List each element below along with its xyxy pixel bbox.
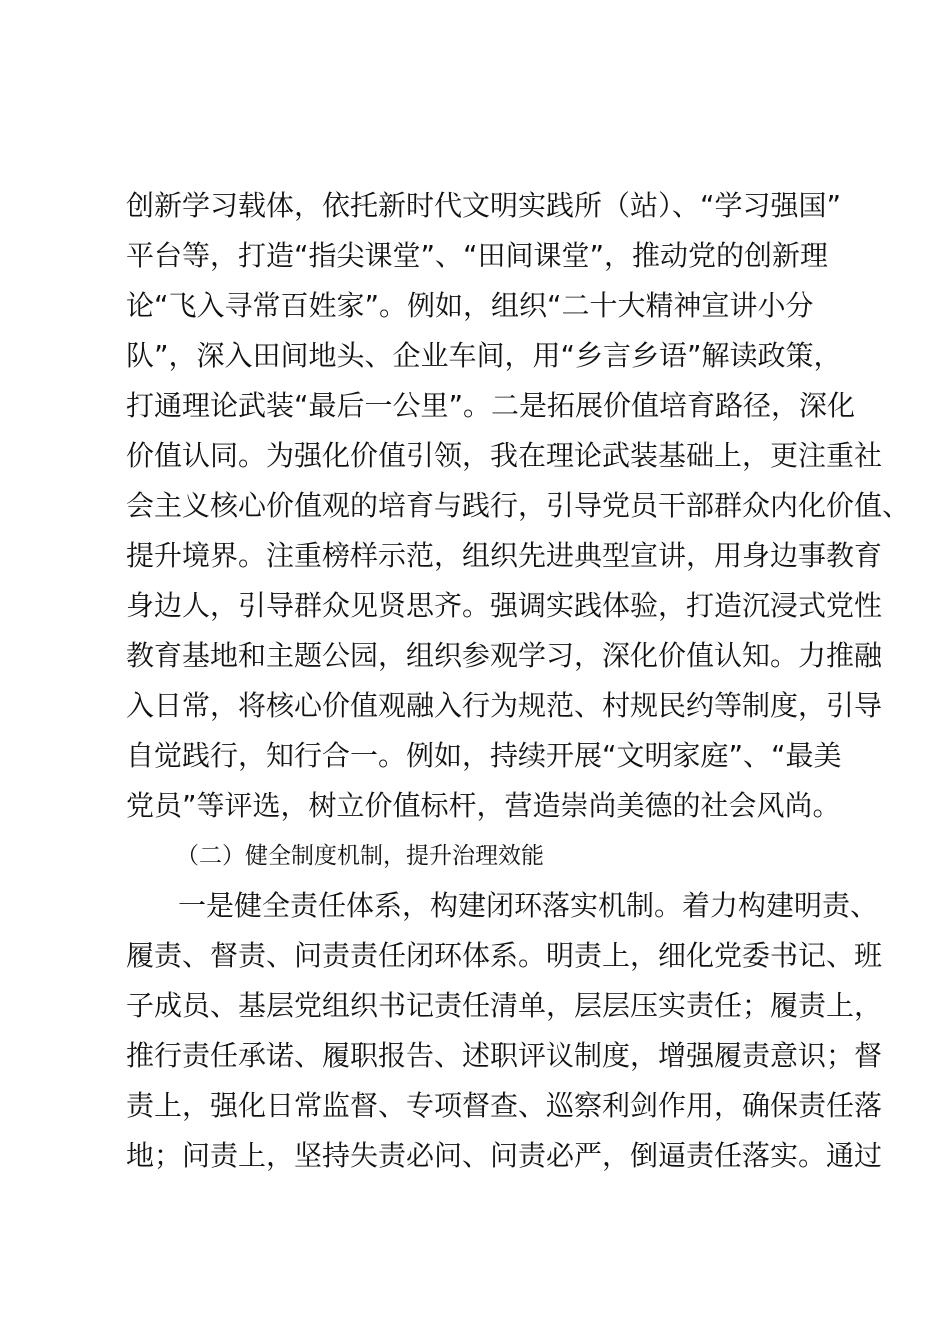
paragraph-line: 自觉践行，知行合一。例如，持续开展“文明家庭”、“最美 [126, 739, 842, 772]
paragraph-line: 地；问责上，坚持失责必问、问责必严，倒逼责任落实。通过 [126, 1139, 883, 1172]
paragraph-line: 创新学习载体，依托新时代文明实践所（站）、“学习强国” [126, 189, 842, 222]
paragraph-line: 打通理论武装“最后一公里”。二是拓展价值培育路径，深化 [126, 389, 856, 422]
paragraph-line: 一是健全责任体系，构建闭环落实机制。着力构建明责、 [178, 889, 879, 922]
paragraph-line: 价值认同。为强化价值引领，我在理论武装基础上，更注重社 [126, 439, 883, 472]
paragraph-line: 入日常，将核心价值观融入行为规范、村规民约等制度，引导 [126, 689, 883, 722]
paragraph-line: 党员”等评选，树立价值标杆，营造崇尚美德的社会风尚。 [126, 789, 841, 822]
paragraph-line: 子成员、基层党组织书记责任清单，层层压实责任；履责上， [126, 989, 883, 1022]
paragraph-line: 论“飞入寻常百姓家”。例如，组织“二十大精神宣讲小分 [126, 289, 814, 322]
paragraph-line: 教育基地和主题公园，组织参观学习，深化价值认知。力推融 [126, 639, 883, 672]
paragraph-line: 会主义核心价值观的培育与践行，引导党员干部群众内化价值、 [126, 489, 911, 522]
paragraph-line: 身边人，引导群众见贤思齐。强调实践体验，打造沉浸式党性 [126, 589, 883, 622]
paragraph-line: 责上，强化日常监督、专项督查、巡察利剑作用，确保责任落 [126, 1089, 883, 1122]
section-heading: （二）健全制度机制，提升治理效能 [176, 843, 544, 869]
paragraph-line: 履责、督责、问责责任闭环体系。明责上，细化党委书记、班 [126, 939, 883, 972]
paragraph-line: 队”，深入田间地头、企业车间，用“乡言乡语”解读政策， [126, 339, 842, 372]
paragraph-line: 平台等，打造“指尖课堂”、“田间课堂”，推动党的创新理 [126, 239, 829, 272]
paragraph-line: 推行责任承诺、履职报告、述职评议制度，增强履责意识；督 [126, 1039, 883, 1072]
paragraph-line: 提升境界。注重榜样示范，组织先进典型宣讲，用身边事教育 [126, 539, 883, 572]
